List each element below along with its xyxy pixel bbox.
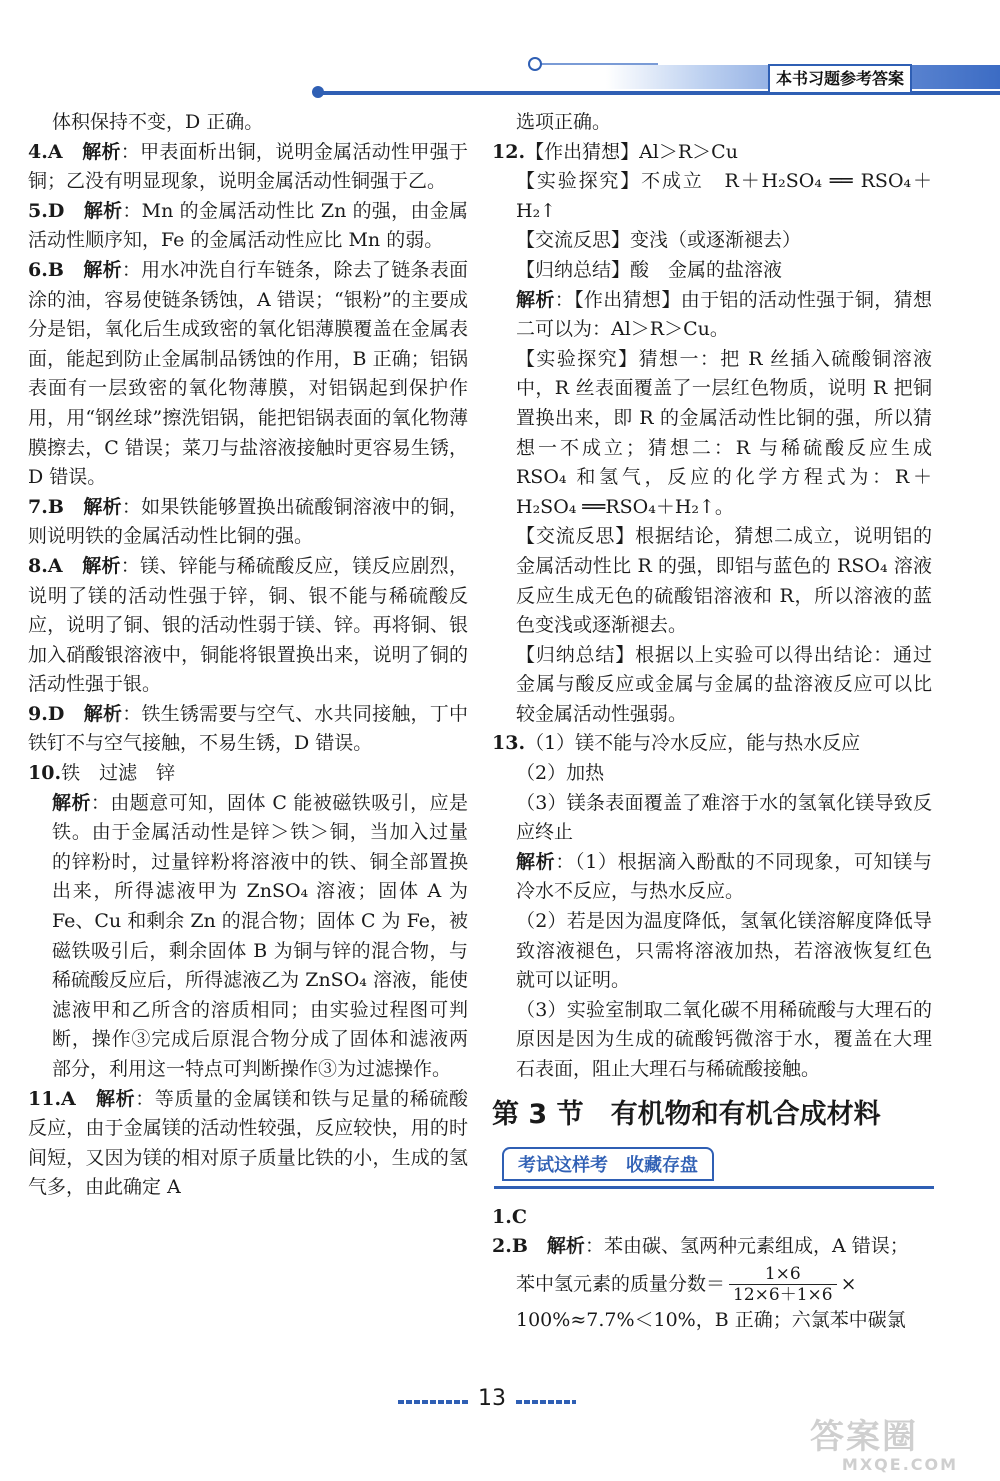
- answer-2-text1: ：苯由碳、氢两种元素组成，A 错误；: [584, 1235, 909, 1258]
- paragraph-text: 【归纳总结】根据以上实验可以得出结论：通过金属与酸反应或金属与金属的盐溶液反应可以比较金属活动性强弱。: [516, 643, 932, 725]
- answer-number: 10.: [28, 762, 62, 785]
- fraction-denominator: 12×6＋1×6: [733, 1285, 833, 1306]
- section-tag-rule: [494, 1186, 934, 1189]
- answer-number: 7.B: [28, 495, 64, 518]
- paragraph-text: 选项正确。: [516, 111, 612, 133]
- paragraph-text: ：【作出猜想】由于铝的活动性强于铜，猜想二可以为：Al＞R＞Cu。: [516, 288, 932, 341]
- paragraph-text: 【交流反思】根据结论，猜想二成立，说明铝的金属活动性比 R 的强，即铝与蓝色的 RSO₄ 溶液反应生成无色的硫酸铝溶液和 R，所以溶液的蓝色变浅或逐渐褪去。: [516, 525, 932, 637]
- paragraph-text: 【归纳总结】酸 金属的盐溶液: [516, 258, 783, 281]
- fraction-numerator: 1×6: [729, 1264, 837, 1285]
- right-paragraph: [492, 848, 932, 907]
- analysis-label: 解析: [516, 288, 555, 311]
- right-column: [492, 108, 932, 1335]
- watermark-main: 答案圈: [810, 1417, 918, 1457]
- left-paragraph: [28, 552, 468, 700]
- footer-deco-right: [516, 1400, 576, 1404]
- right-paragraph: [492, 286, 932, 345]
- left-paragraph: [28, 197, 468, 256]
- answer-number: 8.A: [28, 554, 63, 577]
- answer-2: [492, 1232, 932, 1262]
- formula-times: ×: [840, 1272, 857, 1295]
- right-paragraph: [492, 167, 932, 226]
- analysis-label: 解析: [83, 258, 122, 281]
- right-paragraph: [492, 522, 932, 640]
- analysis-label: 解析: [83, 495, 122, 518]
- paragraph-text: ：如果铁能够置换出硫酸铜溶液中的铜，则说明铁的金属活动性比铜的强。: [28, 495, 468, 548]
- header-title: 本书习题参考答案: [768, 64, 912, 94]
- fraction: [729, 1264, 837, 1305]
- analysis-label: 解析: [516, 850, 556, 873]
- paragraph-text: 【交流反思】变浅（或逐渐褪去）: [516, 229, 802, 252]
- left-paragraph: [28, 1085, 468, 1203]
- paragraph-text: ：铁生锈需要与空气、水共同接触，丁中铁钉不与空气接触，不易生锈，D 错误。: [28, 702, 468, 755]
- watermark-logo: [810, 1418, 990, 1476]
- analysis-label: 解析: [52, 791, 91, 814]
- page-number: 13: [478, 1386, 506, 1411]
- left-paragraph: [28, 256, 468, 493]
- answer-2-text2: 100%≈7.7%＜10%，B 正确；六氯苯中碳氯: [516, 1308, 906, 1331]
- section-title: 第 3 节 有机物和有机合成材料: [492, 1098, 881, 1130]
- paragraph-text: ：用水冲洗自行车链条，除去了链条表面涂的油，容易使链条锈蚀，A 错误；“银粉”的主要成分是铝，氧化后生成致密的氧化铝薄膜覆盖在金属表面，能起到防止金属制品锈蚀的作用，B 正确；铝锅表面有一层致密的氧化物薄膜，对铝锅起到保护作用，用“钢丝球”擦洗铝锅，能把铝锅表面的氧化物薄膜擦去，C 错误；菜刀与盐溶液接触时更容易生锈，D 错误。: [28, 258, 468, 489]
- analysis-label: 解析: [83, 702, 123, 725]
- left-paragraph: [28, 138, 468, 197]
- answer-number: 11.A: [28, 1087, 76, 1110]
- paragraph-text: ：镁、锌能与稀硫酸反应，镁反应剧烈，说明了镁的活动性强于锌，铜、银不能与稀硫酸反应，说明了铜、银的活动性弱于镁、锌。再将铜、银加入硝酸银溶液中，铜能将银置换出来，说明了铜的活动性强于银。: [28, 554, 468, 696]
- left-paragraph: [28, 759, 468, 789]
- paragraph-text: 铁 过滤 锌: [61, 762, 176, 785]
- paragraph-text: 体积保持不变，D 正确。: [52, 111, 264, 133]
- page-header: [0, 55, 1000, 100]
- right-paragraph: [492, 345, 932, 523]
- paragraph-text: ：（1）根据滴入酚酞的不同现象，可知镁与冷水不反应，与热水反应。: [516, 850, 932, 903]
- right-paragraph: [492, 641, 932, 730]
- analysis-label: 解析: [82, 554, 121, 577]
- paragraph-text: 【实验探究】不成立 R＋H₂SO₄ ══ RSO₄＋H₂↑: [516, 170, 932, 222]
- paragraph-text: ：甲表面析出铜，说明金属活动性甲强于铜；乙没有明显现象，说明金属活动性铜强于乙。: [28, 140, 468, 193]
- paragraph-text: （2）加热: [516, 762, 605, 785]
- answer-2-formula: [492, 1262, 932, 1306]
- paragraph-text: ：Mn 的金属活动性比 Zn 的强，由金属活动性顺序知，Fe 的金属活动性应比 Mn 的弱。: [28, 199, 468, 252]
- answer-number: 12.: [492, 140, 526, 163]
- section-tag: [502, 1147, 714, 1181]
- paragraph-text: （1）镁不能与冷水反应，能与热水反应: [525, 732, 861, 755]
- page-footer: [0, 1386, 1000, 1416]
- analysis-label: 解析: [96, 1087, 136, 1110]
- answer-number: 13.: [492, 732, 526, 755]
- header-dot: [312, 86, 324, 98]
- paragraph-text: 【作出猜想】Al＞R＞Cu: [525, 140, 738, 163]
- left-column: [28, 108, 468, 1203]
- paragraph-text: ：由题意可知，固体 C 能被磁铁吸引，应是铁。由于金属活动性是锌＞铁＞铜，当加入过量的锌粉时，过量锌粉将溶液中的铁、铜全部置换出来，所得滤液甲为 ZnSO₄ 溶液；固体 A 为 Fe、Cu 和剩余 Zn 的混合物；固体 C 为 Fe，被磁铁吸引后，剩余固体 B 为铜与锌的混合物，与稀硫酸反应后，所得滤液乙为 ZnSO₄ 溶液，能使滤液甲和乙所含的溶质相同；由实验过程图可判断，操作③完成后原混合物分成了固体和滤液两部分，利用这一特点可判断操作③为过滤操作。: [52, 791, 468, 1080]
- right-paragraph: [492, 256, 932, 286]
- answer-number: 5.D: [28, 199, 65, 222]
- right-paragraph: [492, 996, 932, 1085]
- answer-2-num: 2.B: [492, 1235, 528, 1258]
- analysis-label: 解析: [83, 199, 123, 222]
- answer-2-jx-label: 解析: [546, 1235, 585, 1258]
- paragraph-text: （3）镁条表面覆盖了难溶于水的氢氧化镁导致反应终止: [516, 791, 932, 844]
- left-paragraph: [28, 700, 468, 759]
- paragraph-text: （2）若是因为温度降低，氢氧化镁溶解度降低导致溶液褪色，只需将溶液加热，若溶液恢复红色就可以证明。: [516, 910, 932, 992]
- paragraph-text: 【实验探究】猜想一：把 R 丝插入硫酸铜溶液中，R 丝表面覆盖了一层红色物质，说明 R 把铜置换出来，即 R 的金属活动性比铜的强，所以猜想一不成立；猜想二：R 与稀硫酸反应生成 RSO₄ 和氢气，反应的化学方程式为：R＋H₂SO₄ ══RSO₄＋H₂↑。: [516, 347, 932, 518]
- right-paragraph: [492, 108, 932, 138]
- header-circle: [528, 57, 542, 71]
- section-tag-label: 考试这样考 收藏存盘: [518, 1154, 698, 1176]
- left-paragraph: [28, 493, 468, 552]
- watermark-sub: MXQE.COM: [841, 1455, 959, 1474]
- analysis-label: 解析: [82, 140, 121, 163]
- right-answers: [492, 108, 932, 1085]
- answer-1: 1.C: [492, 1205, 527, 1228]
- right-paragraph: [492, 138, 932, 168]
- right-paragraph: [492, 907, 932, 996]
- answer-number: 4.A: [28, 140, 63, 163]
- answer-number: 6.B: [28, 258, 64, 281]
- formula-prefix: 苯中氢元素的质量分数＝: [516, 1272, 726, 1295]
- answer-number: 9.D: [28, 702, 65, 725]
- left-paragraph: [28, 789, 468, 1085]
- paragraph-text: （3）实验室制取二氧化碳不用稀硫酸与大理石的原因是因为生成的硫酸钙微溶于水，覆盖在大理石表面，阻止大理石与稀硫酸接触。: [516, 998, 932, 1080]
- right-paragraph: [492, 789, 932, 848]
- right-paragraph: [492, 759, 932, 789]
- right-paragraph: [492, 729, 932, 759]
- footer-deco-left: [398, 1400, 468, 1404]
- left-paragraph: [28, 108, 468, 138]
- paragraph-text: ：等质量的金属镁和铁与足量的稀硫酸反应，由于金属镁的活动性较强，反应较快，用的时间短，又因为镁的相对原子质量比铁的小，生成的氢气多，由此确定 A: [28, 1087, 468, 1199]
- right-paragraph: [492, 226, 932, 256]
